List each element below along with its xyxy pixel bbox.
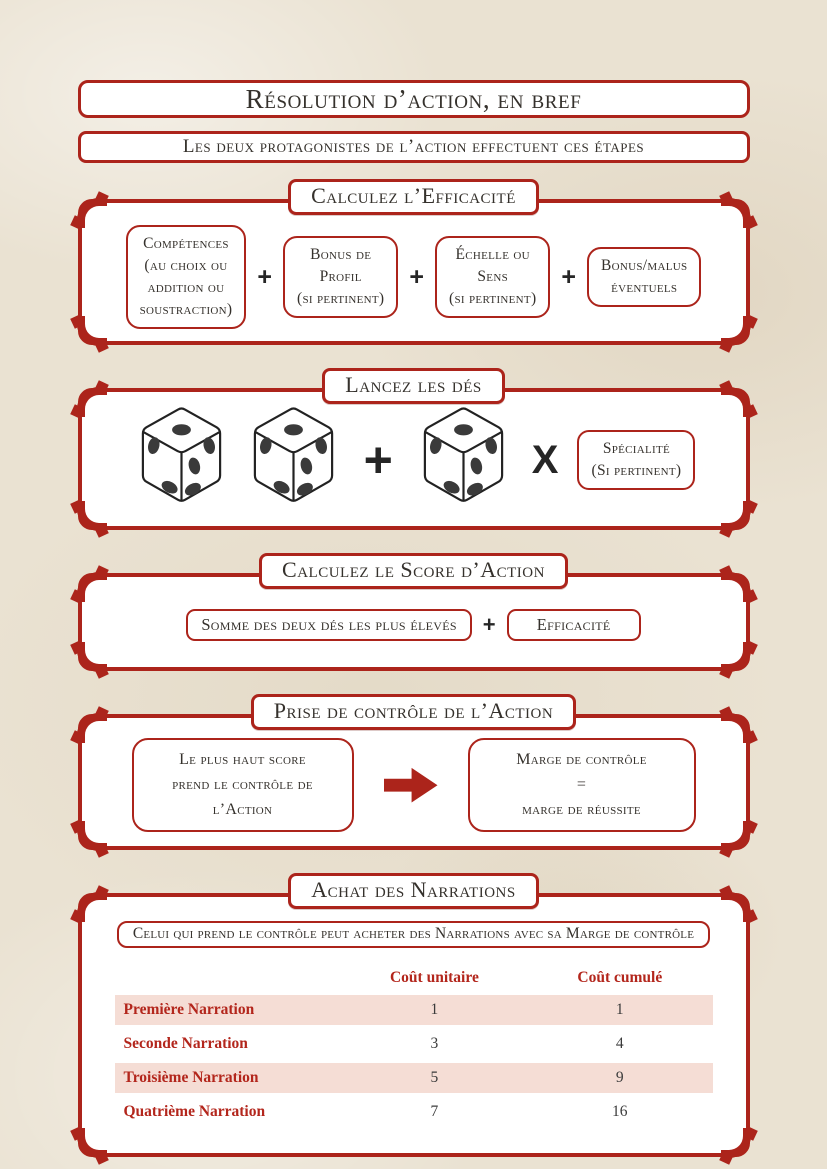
narrations-cost-table — [115, 963, 713, 1131]
table-row: Troisième Narration 5 9 — [115, 1063, 713, 1093]
section-narrations — [78, 873, 750, 1157]
section-narrations-header: Achat des Narrations — [288, 873, 538, 909]
column-header-cumulative-cost: Coût cumulé — [577, 969, 663, 987]
efficacite-box: Efficacité — [507, 609, 641, 640]
times-operator: X — [531, 438, 559, 482]
table-row: Quatrième Narration 7 16 — [123, 1103, 628, 1121]
section-efficacite — [78, 179, 750, 345]
page-subtitle — [78, 131, 750, 163]
bonus-profil-box: Bonus de Profil (si pertinent) — [283, 236, 398, 318]
section-narrations-panel — [78, 893, 750, 1157]
narrations-note-box: Celui qui prend le contrôle peut acheter des Narrations avec sa Marge de contrôle — [117, 921, 710, 948]
section-score — [78, 553, 750, 671]
section-des-panel — [78, 388, 750, 530]
marge-controle-box: Marge de contrôle = marge de réussite — [468, 738, 696, 832]
plus-operator: + — [482, 612, 496, 637]
section-score-header: Calculez le Score d’Action — [259, 553, 568, 589]
column-header-unit-cost: Coût unitaire — [389, 969, 479, 987]
die-icon — [244, 405, 343, 516]
table-row: Seconde Narration 3 4 — [123, 1035, 624, 1053]
plus-operator: + — [561, 262, 577, 291]
haut-score-box: Le plus haut score prend le contrôle de l’Action — [132, 738, 354, 832]
bonus-malus-box: Bonus/malus éventuels — [587, 247, 701, 307]
section-controle — [78, 694, 750, 850]
die-icon — [414, 405, 513, 516]
plus-operator: + — [363, 432, 393, 488]
section-controle-header: Prise de contrôle de l’Action — [251, 694, 576, 730]
right-arrow-icon — [384, 767, 438, 803]
table-row: Première Narration 1 1 — [115, 995, 713, 1025]
section-controle-panel — [78, 714, 750, 850]
die-icon — [132, 405, 231, 516]
column-header-empty — [115, 967, 342, 991]
somme-des-box: Somme des deux dés les plus élevés — [186, 609, 471, 640]
section-des-header: Lancez les dés — [322, 368, 504, 404]
page-title-text: Résolution d’action, en bref — [245, 83, 582, 114]
competences-box: Compétences (au choix ou addition ou soustraction) — [126, 225, 247, 329]
section-efficacite-header: Calculez l’Efficacité — [288, 179, 539, 215]
page-subtitle-text: Les deux protagonistes de l’action effectuent ces étapes — [182, 136, 645, 157]
plus-operator: + — [409, 262, 424, 291]
echelle-sens-box: Échelle ou Sens (si pertinent) — [435, 236, 550, 318]
section-des — [78, 368, 750, 530]
section-efficacite-panel — [78, 199, 750, 345]
table-header-row — [115, 967, 713, 991]
plus-operator: + — [257, 262, 272, 291]
page-title — [78, 80, 750, 118]
specialite-box: Spécialité (Si pertinent) — [577, 430, 695, 490]
